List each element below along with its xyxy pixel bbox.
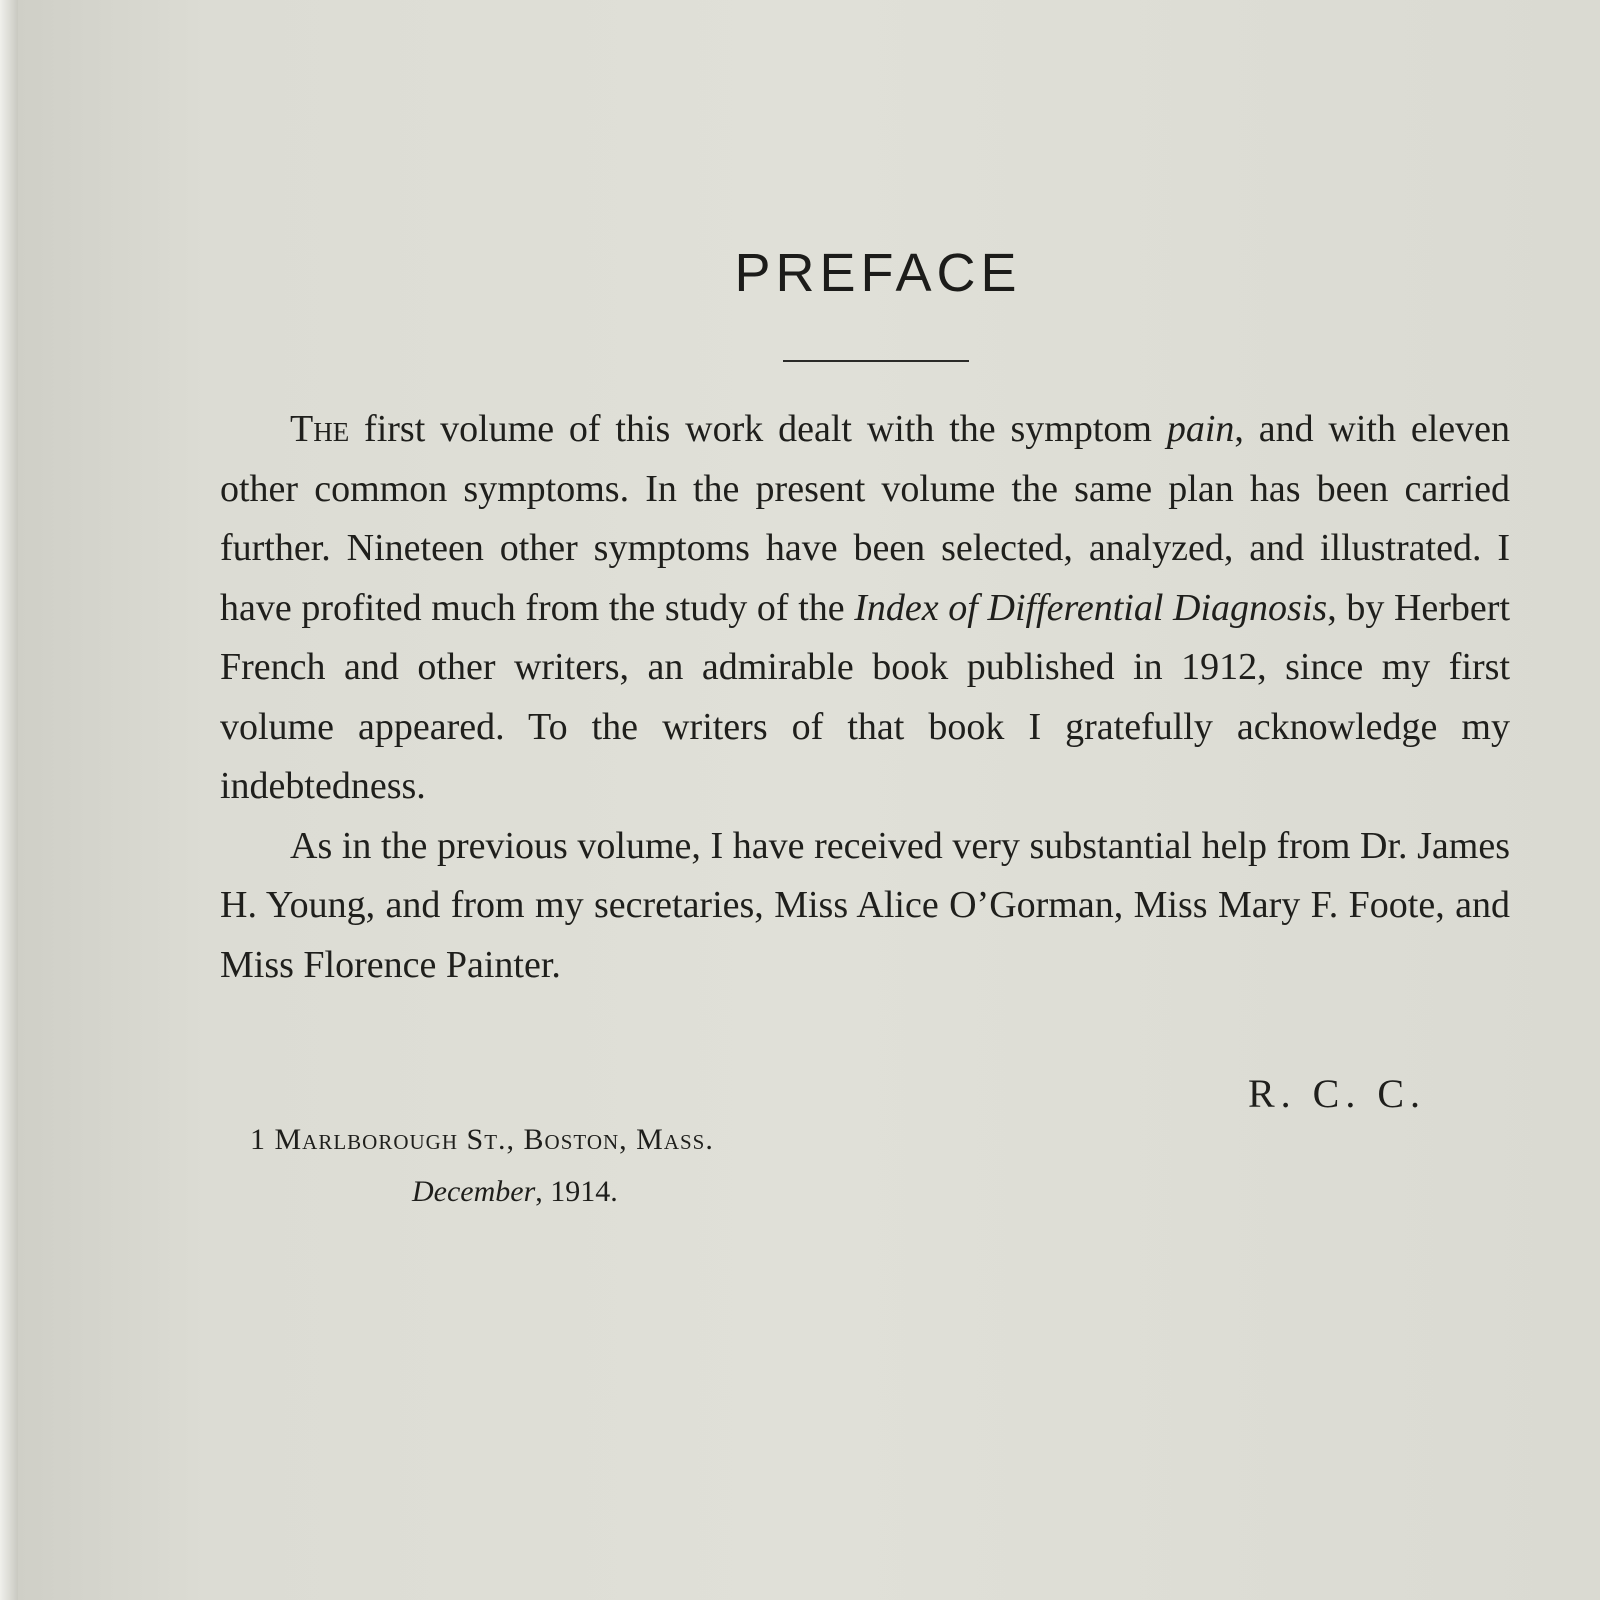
- paragraph-1-text-a: first volume of this work dealt with the symptom: [349, 408, 1167, 450]
- preface-paragraph-2: As in the previous volume, I have received very substantial help from Dr. James H. Young, and from my secretaries, Miss Alice O’Gorman, Miss Mary F. Foote, and Miss Florence Painter.: [220, 824, 1510, 986]
- page-edge: [0, 0, 18, 1600]
- date-month: December: [412, 1175, 536, 1208]
- preface-body: [220, 400, 1510, 995]
- paragraph-1-text-b: , and with eleven other common symptoms. In the present volume the same plan has been carried further. Nineteen other symptoms have been selected, analyzed, and illustrated. I have profited much from the study of the: [220, 408, 1510, 629]
- lead-word: The: [290, 408, 350, 450]
- emphasis-pain: pain: [1166, 408, 1235, 450]
- book-page: [18, 0, 1600, 1600]
- preface-paragraph-1: [220, 400, 1510, 817]
- title-rule: [783, 360, 969, 362]
- page-title: PREFACE: [734, 243, 1022, 303]
- address-line: 1 Marlborough St., Boston, Mass.: [250, 1123, 714, 1156]
- date-rest: , 1914.: [535, 1175, 618, 1208]
- book-title-citation: Index of Differential Diagnosis: [854, 586, 1328, 629]
- author-initials: R. C. C.: [1248, 1071, 1427, 1116]
- paragraph-1-text-c: , by Herbert French and other writers, an admirable book published in 1912, since my first volume appeared. To the writers of that book I gratefully acknowledge my indebtedness.: [220, 586, 1511, 807]
- date-line: [412, 1175, 618, 1209]
